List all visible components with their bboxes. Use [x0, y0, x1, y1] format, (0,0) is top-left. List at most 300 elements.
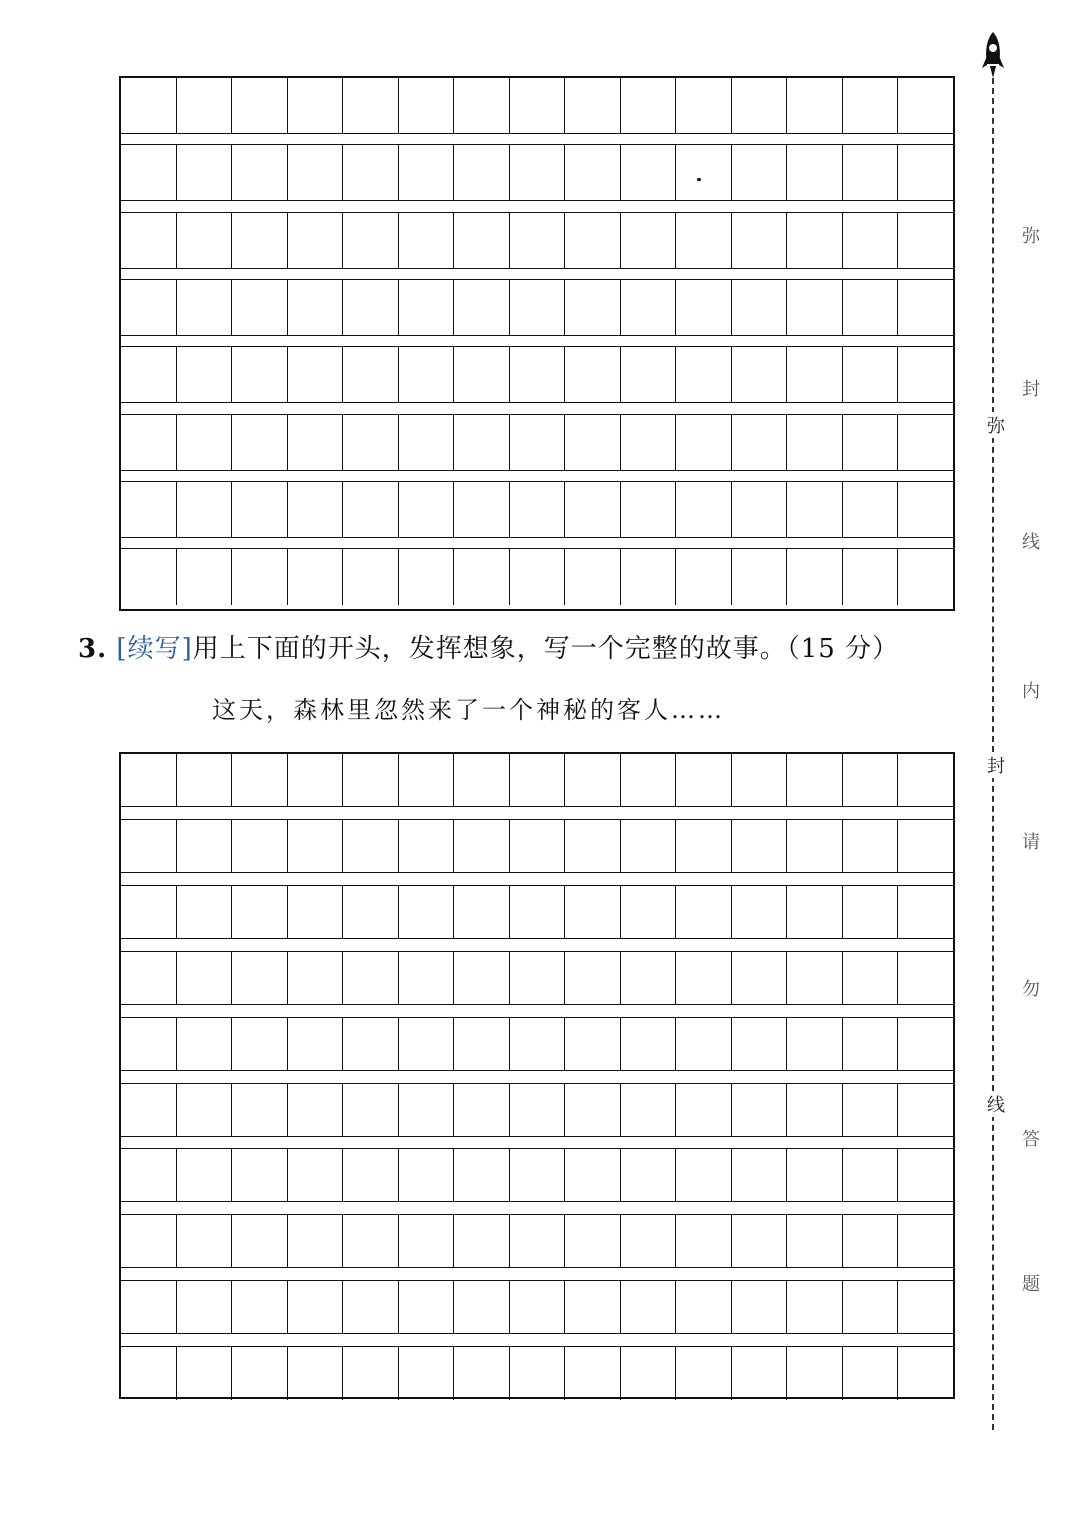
grid-cell: [676, 549, 732, 605]
grid-cell: [621, 347, 677, 403]
grid-cell: [343, 415, 399, 471]
question-tag: 续写: [127, 634, 182, 664]
grid-separator: [121, 1136, 953, 1137]
grid-cell: [399, 213, 455, 269]
grid-cell: [288, 1149, 344, 1202]
grid-cell: [621, 820, 677, 873]
grid-cell: [676, 213, 732, 269]
question-instruction: 用上下面的开头，发挥想象，写一个完整的故事。（15 分）: [192, 634, 900, 664]
grid-cell: [787, 549, 843, 605]
grid-cell: [898, 1018, 953, 1071]
grid-cell: [121, 1149, 177, 1202]
grid-cell: [565, 952, 621, 1005]
grid-cell: [288, 280, 344, 336]
grid-row: [121, 347, 953, 403]
grid-cell: [621, 280, 677, 336]
grid-cell: [177, 78, 233, 134]
grid-cell: [232, 1281, 288, 1334]
grid-cell: [288, 78, 344, 134]
grid-cell: [177, 1084, 233, 1137]
grid-cell: [232, 415, 288, 471]
grid-cell: [288, 1347, 344, 1400]
grid-cell: [787, 820, 843, 873]
grid-cell: [232, 145, 288, 201]
grid-cell: [843, 213, 899, 269]
grid-cell: [676, 952, 732, 1005]
grid-cell: [898, 1149, 953, 1202]
grid-cell: [343, 347, 399, 403]
grid-separator: [121, 1201, 953, 1202]
grid-cell: [621, 952, 677, 1005]
grid-cell: [621, 78, 677, 134]
grid-row: [121, 78, 953, 134]
grid-separator: [121, 537, 953, 538]
grid-cell: [732, 482, 788, 538]
grid-separator: [121, 1267, 953, 1268]
grid-cell: [121, 952, 177, 1005]
grid-separator: [121, 402, 953, 403]
grid-cell: [121, 1215, 177, 1268]
grid-cell: [510, 213, 566, 269]
grid-cell: [399, 482, 455, 538]
grid-cell: [288, 415, 344, 471]
seal-label-xian: 线: [985, 1091, 1007, 1117]
grid-cell: [510, 1347, 566, 1400]
grid-cell: [898, 952, 953, 1005]
grid-cell: [787, 482, 843, 538]
grid-cell: [732, 952, 788, 1005]
grid-cell: [676, 1149, 732, 1202]
grid-cell: [565, 482, 621, 538]
grid-cell: [121, 280, 177, 336]
grid-cell: [676, 820, 732, 873]
grid-separator: [121, 268, 953, 269]
grid-cell: [177, 1215, 233, 1268]
seal-notice-char: 题: [1022, 1274, 1040, 1295]
grid-cell: [843, 1215, 899, 1268]
grid-cell: [121, 1281, 177, 1334]
grid-cell: [843, 820, 899, 873]
grid-row: [121, 1281, 953, 1334]
stray-mark: [697, 178, 701, 181]
grid-cell: [898, 1347, 953, 1400]
grid-cell: [288, 213, 344, 269]
grid-cell: [454, 415, 510, 471]
grid-cell: [732, 1281, 788, 1334]
grid-cell: [510, 1215, 566, 1268]
grid-cell: [732, 145, 788, 201]
grid-cell: [565, 820, 621, 873]
grid-cell: [732, 415, 788, 471]
grid-cell: [898, 886, 953, 939]
grid-cell: [399, 1281, 455, 1334]
grid-row: [121, 886, 953, 939]
grid-cell: [510, 1018, 566, 1071]
grid-separator: [121, 200, 953, 201]
grid-row: [121, 1215, 953, 1268]
grid-cell: [121, 213, 177, 269]
grid-cell: [565, 1281, 621, 1334]
grid-cell: [510, 78, 566, 134]
grid-cell: [565, 280, 621, 336]
grid-cell: [732, 820, 788, 873]
grid-separator: [121, 133, 953, 134]
grid-cell: [787, 78, 843, 134]
grid-cell: [288, 952, 344, 1005]
grid-cell: [232, 820, 288, 873]
grid-cell: [843, 280, 899, 336]
grid-cell: [843, 1018, 899, 1071]
grid-cell: [343, 78, 399, 134]
grid-cell: [621, 754, 677, 807]
grid-cell: [399, 78, 455, 134]
grid-cell: [288, 549, 344, 605]
grid-separator: [121, 335, 953, 336]
grid-cell: [787, 1281, 843, 1334]
grid-cell: [787, 1215, 843, 1268]
grid-cell: [454, 482, 510, 538]
grid-cell: [288, 1018, 344, 1071]
grid-cell: [343, 280, 399, 336]
grid-cell: [898, 347, 953, 403]
grid-cell: [232, 1215, 288, 1268]
grid-cell: [343, 820, 399, 873]
grid-cell: [843, 78, 899, 134]
grid-cell: [121, 1084, 177, 1137]
grid-cell: [454, 347, 510, 403]
grid-cell: [843, 1347, 899, 1400]
rocket-icon: [980, 30, 1006, 82]
grid-cell: [676, 1281, 732, 1334]
grid-cell: [232, 1149, 288, 1202]
grid-cell: [621, 1149, 677, 1202]
seal-notice-char: 弥: [1022, 226, 1040, 247]
grid-cell: [787, 347, 843, 403]
grid-cell: [787, 1018, 843, 1071]
grid-cell: [399, 1084, 455, 1137]
grid-cell: [510, 549, 566, 605]
grid-cell: [399, 549, 455, 605]
grid-cell: [399, 1149, 455, 1202]
grid-cell: [454, 820, 510, 873]
grid-cell: [454, 1215, 510, 1268]
grid-cell: [288, 347, 344, 403]
seal-notice-char: 答: [1022, 1129, 1040, 1150]
grid-cell: [399, 1018, 455, 1071]
grid-cell: [898, 145, 953, 201]
grid-cell: [565, 213, 621, 269]
grid-cell: [177, 820, 233, 873]
grid-cell: [399, 820, 455, 873]
grid-cell: [843, 145, 899, 201]
grid-cell: [787, 415, 843, 471]
grid-cell: [454, 886, 510, 939]
grid-cell: [676, 347, 732, 403]
grid-cell: [232, 886, 288, 939]
grid-cell: [621, 1215, 677, 1268]
grid-cell: [621, 886, 677, 939]
grid-cell: [898, 549, 953, 605]
grid-cell: [565, 78, 621, 134]
grid-cell: [177, 549, 233, 605]
grid-cell: [177, 886, 233, 939]
grid-cell: [732, 213, 788, 269]
grid-cell: [787, 754, 843, 807]
grid-cell: [843, 952, 899, 1005]
grid-cell: [676, 1347, 732, 1400]
grid-cell: [843, 1084, 899, 1137]
grid-cell: [510, 952, 566, 1005]
grid-cell: [343, 1281, 399, 1334]
grid-row: [121, 280, 953, 336]
grid-cell: [232, 1018, 288, 1071]
grid-cell: [232, 754, 288, 807]
grid-row: [121, 754, 953, 807]
grid-cell: [510, 820, 566, 873]
grid-cell: [621, 1347, 677, 1400]
grid-cell: [121, 820, 177, 873]
grid-cell: [787, 952, 843, 1005]
grid-cell: [510, 280, 566, 336]
grid-cell: [732, 1347, 788, 1400]
seal-notice-char: 内: [1022, 681, 1040, 702]
grid-cell: [510, 1149, 566, 1202]
tag-bracket-close: ]: [181, 634, 193, 664]
grid-cell: [732, 549, 788, 605]
grid-row: [121, 1018, 953, 1071]
grid-cell: [676, 754, 732, 807]
grid-cell: [676, 280, 732, 336]
grid-cell: [676, 145, 732, 201]
grid-cell: [621, 482, 677, 538]
grid-cell: [565, 886, 621, 939]
seal-notice-char: 请: [1022, 832, 1040, 853]
grid-cell: [565, 145, 621, 201]
story-opening: 这天，森林里忽然来了一个神秘的客人……: [212, 696, 725, 724]
grid-cell: [177, 1018, 233, 1071]
grid-separator: [121, 806, 953, 807]
grid-cell: [621, 415, 677, 471]
grid-cell: [177, 213, 233, 269]
grid-cell: [121, 1018, 177, 1071]
grid-cell: [621, 213, 677, 269]
grid-cell: [732, 1215, 788, 1268]
grid-cell: [510, 415, 566, 471]
question-number: 3.: [78, 634, 108, 664]
grid-cell: [177, 145, 233, 201]
grid-cell: [898, 1215, 953, 1268]
grid-separator: [121, 1004, 953, 1005]
grid-cell: [510, 1281, 566, 1334]
grid-cell: [177, 1347, 233, 1400]
grid-cell: [454, 1347, 510, 1400]
seal-label-mi: 弥: [985, 412, 1007, 438]
grid-cell: [232, 1084, 288, 1137]
grid-cell: [787, 1347, 843, 1400]
grid-cell: [232, 213, 288, 269]
grid-row: [121, 1149, 953, 1202]
grid-row: [121, 820, 953, 873]
grid-cell: [732, 1084, 788, 1137]
grid-cell: [732, 886, 788, 939]
grid-separator: [121, 470, 953, 471]
grid-row: [121, 482, 953, 538]
grid-row: [121, 952, 953, 1005]
grid-cell: [343, 1347, 399, 1400]
grid-row: [121, 1347, 953, 1400]
grid-cell: [288, 482, 344, 538]
grid-cell: [565, 1215, 621, 1268]
grid-cell: [121, 1347, 177, 1400]
grid-cell: [843, 347, 899, 403]
grid-cell: [343, 1084, 399, 1137]
grid-cell: [454, 1084, 510, 1137]
grid-cell: [676, 415, 732, 471]
grid-cell: [565, 1149, 621, 1202]
grid-cell: [454, 1149, 510, 1202]
grid-cell: [288, 754, 344, 807]
grid-cell: [232, 347, 288, 403]
grid-cell: [399, 952, 455, 1005]
grid-cell: [454, 280, 510, 336]
grid-cell: [565, 1018, 621, 1071]
tag-bracket-open: [: [116, 634, 128, 664]
grid-cell: [454, 145, 510, 201]
writing-grid-top: [119, 76, 955, 611]
grid-cell: [787, 1149, 843, 1202]
grid-cell: [399, 280, 455, 336]
grid-cell: [676, 482, 732, 538]
grid-cell: [177, 754, 233, 807]
grid-cell: [732, 1018, 788, 1071]
grid-cell: [898, 1281, 953, 1334]
grid-cell: [621, 549, 677, 605]
seal-label-feng: 封: [985, 752, 1007, 778]
grid-cell: [177, 280, 233, 336]
grid-cell: [121, 145, 177, 201]
grid-cell: [288, 1215, 344, 1268]
grid-cell: [565, 1347, 621, 1400]
grid-cell: [898, 78, 953, 134]
grid-cell: [621, 1281, 677, 1334]
grid-cell: [121, 886, 177, 939]
grid-cell: [121, 78, 177, 134]
grid-cell: [288, 820, 344, 873]
question-3: [78, 628, 899, 665]
grid-cell: [843, 482, 899, 538]
grid-cell: [399, 145, 455, 201]
grid-cell: [177, 482, 233, 538]
grid-cell: [343, 549, 399, 605]
grid-cell: [843, 1149, 899, 1202]
grid-cell: [454, 1281, 510, 1334]
grid-cell: [232, 482, 288, 538]
grid-cell: [843, 415, 899, 471]
grid-cell: [676, 78, 732, 134]
grid-separator: [121, 938, 953, 939]
grid-cell: [843, 1281, 899, 1334]
grid-cell: [343, 1018, 399, 1071]
grid-cell: [232, 1347, 288, 1400]
grid-cell: [454, 754, 510, 807]
grid-cell: [399, 415, 455, 471]
grid-cell: [843, 886, 899, 939]
grid-cell: [510, 482, 566, 538]
grid-separator: [121, 1333, 953, 1334]
grid-cell: [343, 952, 399, 1005]
grid-cell: [399, 347, 455, 403]
grid-cell: [232, 952, 288, 1005]
grid-cell: [732, 280, 788, 336]
grid-cell: [898, 280, 953, 336]
seal-notice-char: 勿: [1022, 979, 1040, 1000]
grid-row: [121, 145, 953, 201]
grid-cell: [288, 145, 344, 201]
grid-cell: [787, 280, 843, 336]
grid-cell: [343, 886, 399, 939]
grid-row: [121, 549, 953, 605]
grid-row: [121, 415, 953, 471]
grid-cell: [177, 1149, 233, 1202]
grid-cell: [510, 754, 566, 807]
grid-cell: [288, 886, 344, 939]
grid-row: [121, 1084, 953, 1137]
grid-cell: [454, 952, 510, 1005]
grid-cell: [565, 347, 621, 403]
grid-cell: [343, 482, 399, 538]
grid-cell: [843, 754, 899, 807]
grid-cell: [454, 549, 510, 605]
grid-cell: [121, 347, 177, 403]
grid-cell: [454, 213, 510, 269]
grid-cell: [565, 549, 621, 605]
grid-cell: [565, 754, 621, 807]
seal-notice-char: 线: [1022, 532, 1040, 553]
grid-cell: [177, 952, 233, 1005]
grid-row: [121, 213, 953, 269]
grid-cell: [121, 415, 177, 471]
grid-cell: [898, 820, 953, 873]
grid-cell: [787, 145, 843, 201]
grid-cell: [343, 213, 399, 269]
grid-cell: [510, 886, 566, 939]
grid-cell: [565, 1084, 621, 1137]
grid-separator: [121, 1070, 953, 1071]
grid-cell: [288, 1084, 344, 1137]
grid-cell: [621, 145, 677, 201]
grid-cell: [177, 415, 233, 471]
grid-cell: [621, 1018, 677, 1071]
grid-cell: [898, 482, 953, 538]
grid-cell: [787, 213, 843, 269]
seal-notice-char: 封: [1022, 379, 1040, 400]
grid-cell: [732, 78, 788, 134]
grid-cell: [510, 145, 566, 201]
grid-cell: [343, 754, 399, 807]
grid-cell: [898, 1084, 953, 1137]
grid-cell: [732, 754, 788, 807]
grid-cell: [121, 482, 177, 538]
grid-cell: [399, 1347, 455, 1400]
grid-cell: [177, 347, 233, 403]
grid-cell: [510, 347, 566, 403]
grid-cell: [510, 1084, 566, 1137]
grid-cell: [676, 886, 732, 939]
grid-cell: [399, 754, 455, 807]
grid-separator: [121, 872, 953, 873]
grid-cell: [343, 1149, 399, 1202]
grid-cell: [454, 78, 510, 134]
